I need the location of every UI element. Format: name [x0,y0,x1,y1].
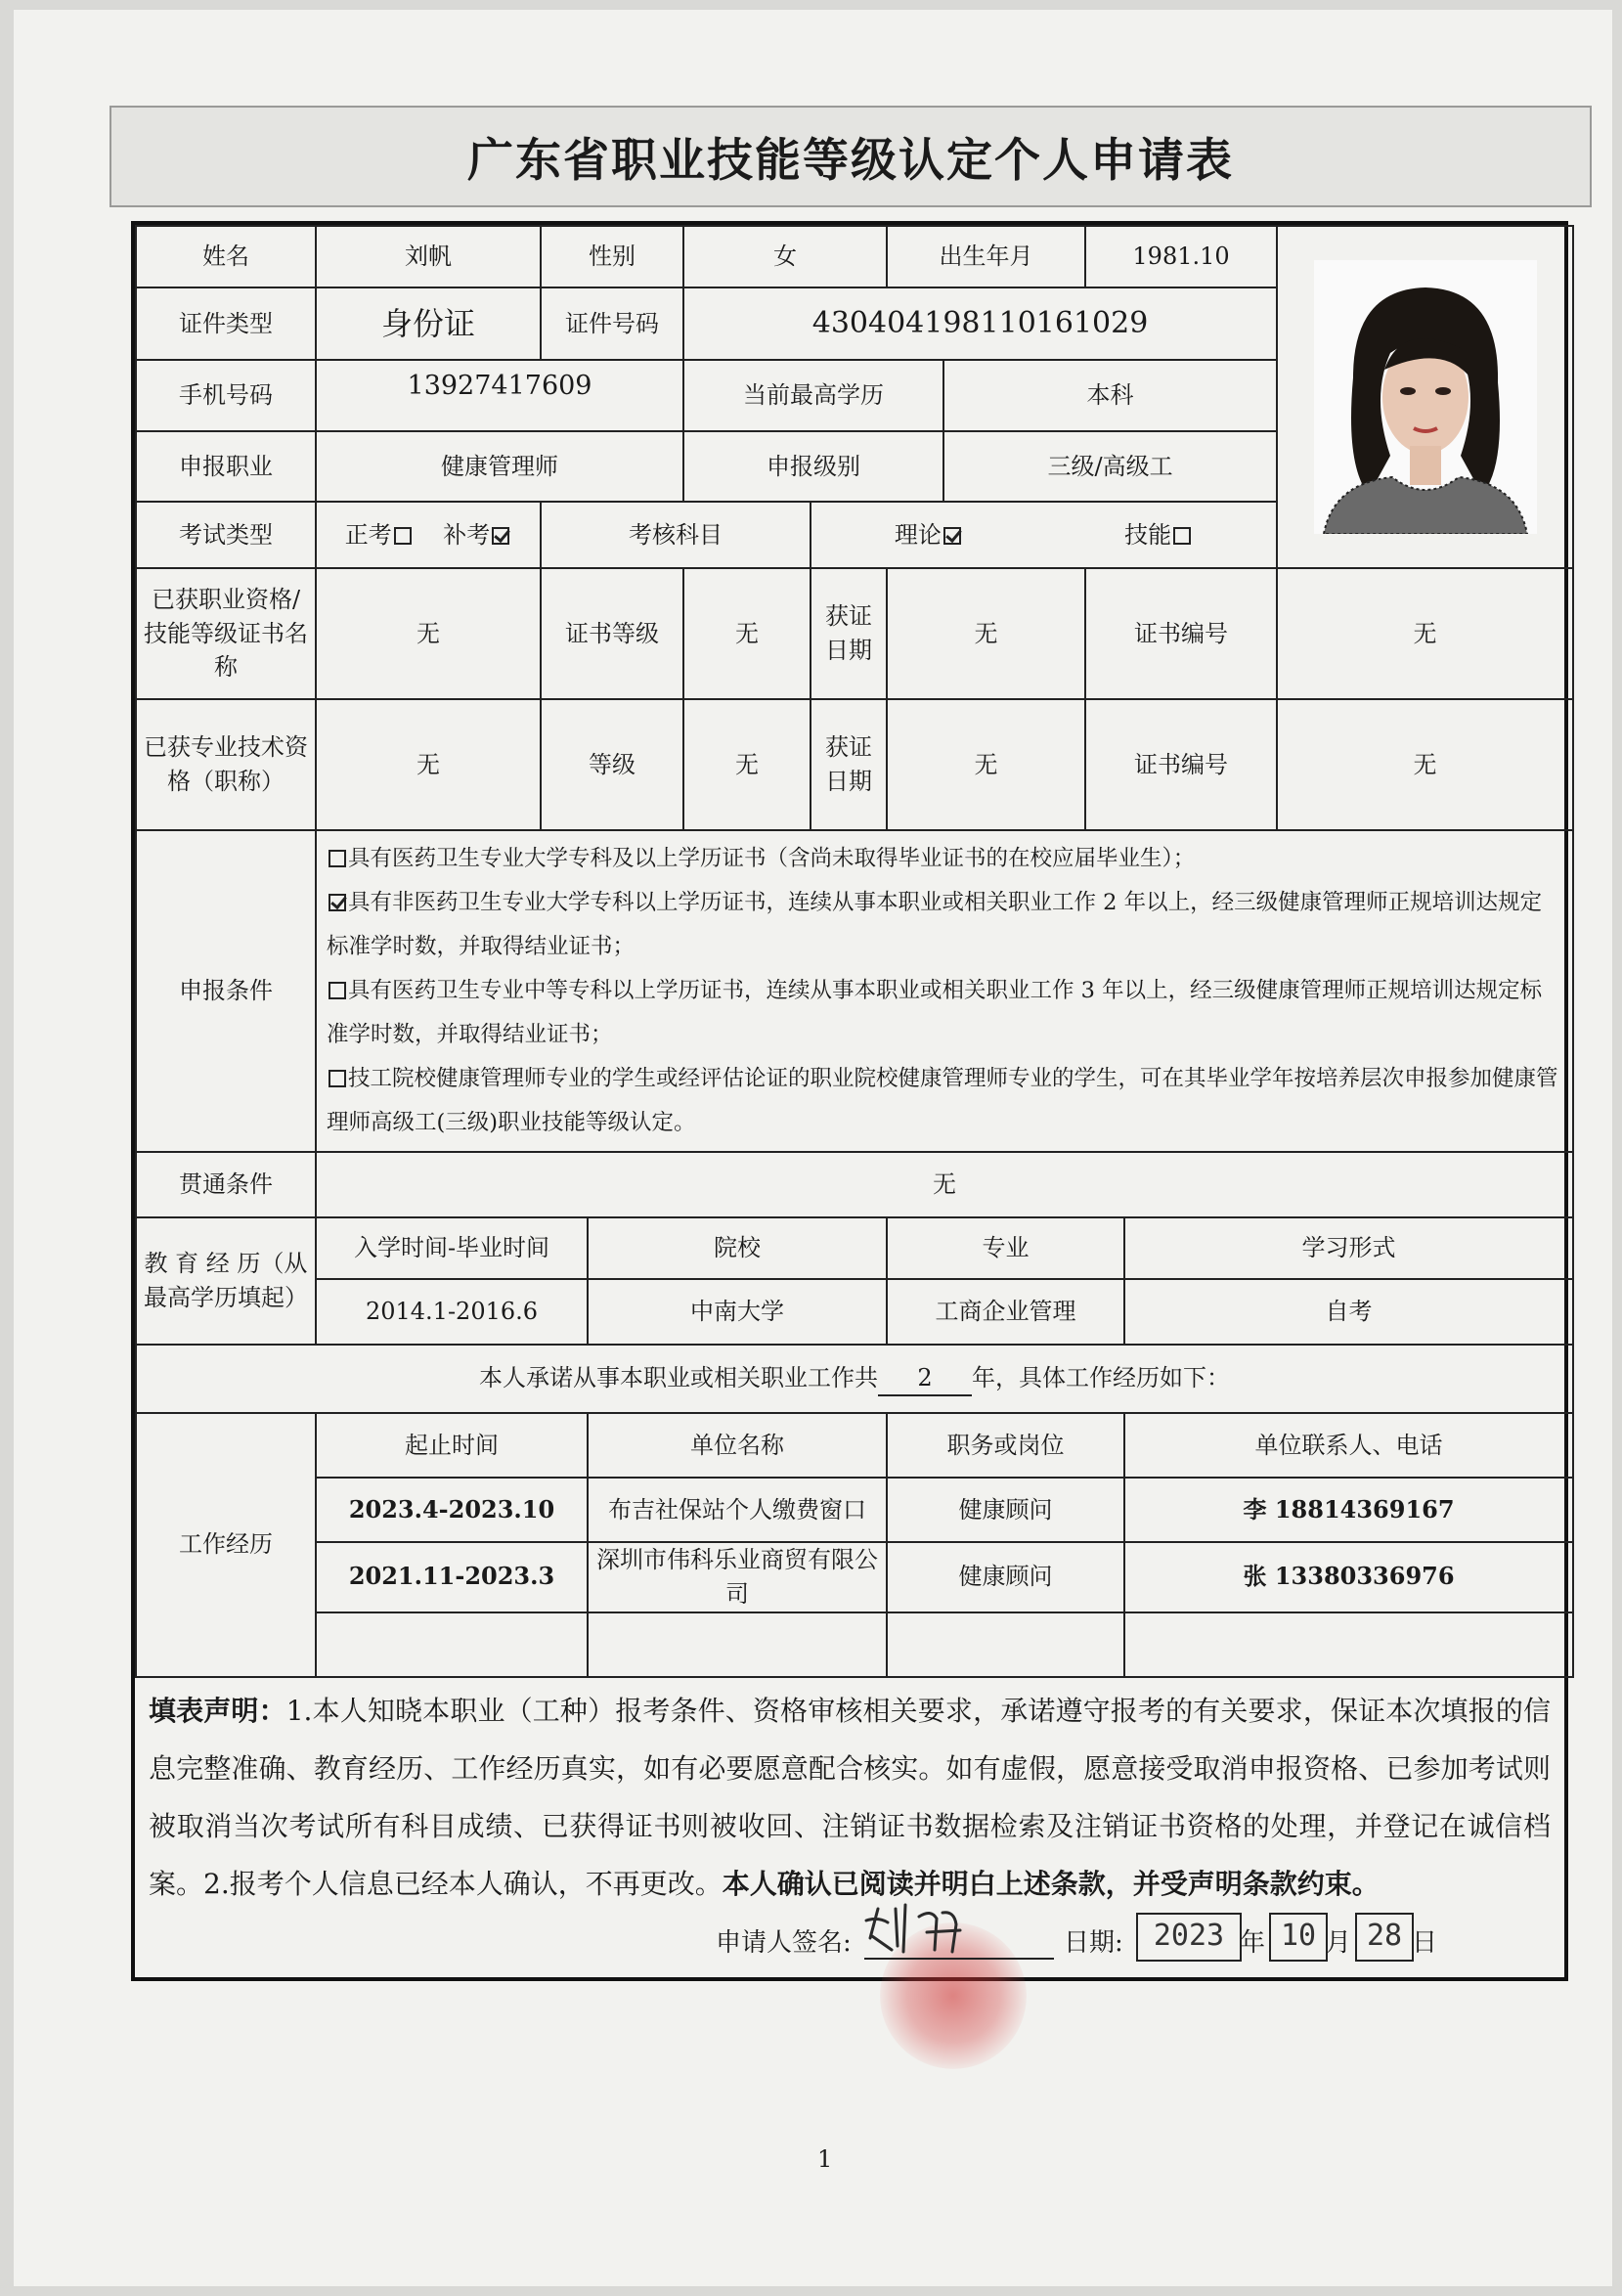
education-level-value: 本科 [943,360,1277,431]
id-type-label: 证件类型 [136,287,316,360]
work-company [588,1612,887,1677]
exam-subject-options [811,502,1277,568]
exam-type-label: 考试类型 [136,502,316,568]
commitment-years: 2 [878,1361,972,1397]
cert2-no: 无 [1277,699,1573,830]
checkbox-checked-icon[interactable] [492,527,509,545]
form-title: 广东省职业技能等级认定个人申请表 [467,133,1234,188]
level-label: 申报级别 [683,431,943,502]
cert2-label: 已获专业技术资格（职称） [136,699,316,830]
cert2-date-label: 获证日期 [811,699,887,830]
edu-header-school: 院校 [588,1217,887,1279]
cert1-date: 无 [887,568,1085,699]
work-commitment: 本人承诺从事本职业或相关职业工作共 2 年，具体工作经历如下： [136,1345,1573,1413]
job-value: 健康管理师 [316,431,683,502]
work-period: 2023.4-2023.10 [316,1478,588,1542]
subject-option-skill[interactable]: 技能 [1124,521,1193,549]
cert2-no-label: 证书编号 [1085,699,1277,830]
cert1-grade-label: 证书等级 [541,568,683,699]
phone-label: 手机号码 [136,360,316,431]
cert2-name: 无 [316,699,541,830]
cert1-name: 无 [316,568,541,699]
education-level-label: 当前最高学历 [683,360,943,431]
date-month[interactable]: 10 [1269,1913,1328,1962]
through-label: 贯通条件 [136,1152,316,1217]
name-label: 姓名 [136,226,316,287]
job-label: 申报职业 [136,431,316,502]
work-period: 2021.11-2023.3 [316,1542,588,1612]
condition-item[interactable]: 具有医药卫生专业大学专科及以上学历证书（含尚未取得毕业证书的在校应届毕业生）； [327,837,1562,881]
declaration-tail: 本人确认已阅读并明白上述条款，并受声明条款约束。 [722,1867,1380,1900]
work-label: 工作经历 [136,1413,316,1677]
edu-header-major: 专业 [887,1217,1124,1279]
through-value: 无 [316,1152,1573,1217]
condition-item[interactable]: 具有非医药卫生专业大学专科以上学历证书，连续从事本职业或相关职业工作 2 年以上，经三级健康管理师正规培训达规定标准学时数，并取得结业证书； [327,890,1543,959]
id-type-value: 身份证 [316,287,541,360]
signature-line [864,1958,1054,1960]
edu-period: 2014.1-2016.6 [316,1279,588,1345]
edu-header-period: 入学时间-毕业时间 [316,1217,588,1279]
work-period [316,1612,588,1677]
checkbox-unchecked-icon[interactable] [329,982,346,999]
handwritten-signature [858,1899,1054,1962]
work-header-position: 职务或岗位 [887,1413,1124,1478]
phone-value: 13927417609 [316,360,683,431]
conditions-label: 申报条件 [136,830,316,1152]
portrait-image [1314,260,1537,534]
work-position: 健康顾问 [887,1478,1124,1542]
education-label: 教 育 经 历（从最高学历填起） [136,1217,316,1345]
title-banner [110,106,1592,207]
condition-item[interactable]: 技工院校健康管理师专业的学生或经评估论证的职业院校健康管理师专业的学生，可在其毕业学年按培养层次申报参加健康管理师高级工(三级)职业技能等级认定。 [327,1066,1558,1135]
cert1-date-label: 获证日期 [811,568,887,699]
work-header-contact: 单位联系人、电话 [1124,1413,1573,1478]
signature-row [135,1905,1564,1977]
cert2-grade-label: 等级 [541,699,683,830]
edu-header-mode: 学习形式 [1124,1217,1573,1279]
checkbox-unchecked-icon[interactable] [329,850,346,867]
applicant-photo [1314,260,1537,534]
work-contact [1124,1612,1573,1677]
checkbox-checked-icon[interactable] [329,894,346,911]
cert1-no-label: 证书编号 [1085,568,1277,699]
work-company: 深圳市伟科乐业商贸有限公司 [588,1542,887,1612]
checkbox-checked-icon[interactable] [943,527,961,545]
birth-value: 1981.10 [1085,226,1277,287]
work-contact: 李 18814369167 [1124,1478,1573,1542]
id-no-value: 430404198110161029 [683,287,1277,360]
exam-option-makeup[interactable]: 补考 [443,521,511,549]
cert1-label: 已获职业资格/技能等级证书名称 [136,568,316,699]
conditions-list [316,830,1573,1152]
edu-mode: 自考 [1124,1279,1573,1345]
page-number: 1 [817,2145,833,2173]
year-unit: 年 [1240,1928,1266,1958]
work-header-period: 起止时间 [316,1413,588,1478]
edu-school: 中南大学 [588,1279,887,1345]
cert2-date: 无 [887,699,1085,830]
subject-option-theory[interactable]: 理论 [895,521,963,549]
checkbox-unchecked-icon[interactable] [329,1070,346,1087]
declaration-lead: 填表声明： [149,1694,286,1727]
exam-subject-label: 考核科目 [541,502,811,568]
cert1-grade: 无 [683,568,811,699]
exam-type-options [316,502,541,568]
date-label: 日期: [1064,1928,1123,1958]
gender-label: 性别 [541,226,683,287]
signature-label: 申请人签名: [716,1928,852,1958]
exam-option-regular[interactable]: 正考 [345,521,414,549]
month-unit: 月 [1326,1928,1352,1958]
photo-cell [1277,226,1573,568]
form-table [135,225,1574,1678]
declaration-body: 1.本人知晓本职业（工种）报考条件、资格审核相关要求，承诺遵守报考的有关要求，保证本次填报的信息完整准确、教育经历、工作经历真实，如有必要愿意配合核实。如有虚假，愿意接受取消申报资格、已参加考试则被取消当次考试所有科目成绩、已获得证书则被收回、注销证书数据检索及注销证书资格的处理，并登记在诚信档案。2.报考个人信息已经本人确认，不再更改。 [149,1694,1551,1900]
day-unit: 日 [1412,1928,1438,1958]
cert2-grade: 无 [683,699,811,830]
work-contact: 张 13380336976 [1124,1542,1573,1612]
condition-item[interactable]: 具有医药卫生专业中等专科以上学历证书，连续从事本职业或相关职业工作 3 年以上，经三级健康管理师正规培训达规定标准学时数，并取得结业证书； [327,978,1543,1047]
work-position: 健康顾问 [887,1542,1124,1612]
checkbox-unchecked-icon[interactable] [394,527,412,545]
edu-major: 工商企业管理 [887,1279,1124,1345]
work-company: 布吉社保站个人缴费窗口 [588,1478,887,1542]
id-no-label: 证件号码 [541,287,683,360]
name-value: 刘帆 [316,226,541,287]
gender-value: 女 [683,226,887,287]
date-year[interactable]: 2023 [1136,1913,1242,1962]
application-form [131,221,1568,1981]
birth-label: 出生年月 [887,226,1085,287]
date-day[interactable]: 28 [1355,1913,1414,1962]
checkbox-unchecked-icon[interactable] [1173,527,1191,545]
cert1-no: 无 [1277,568,1573,699]
level-value: 三级/高级工 [943,431,1277,502]
work-position [887,1612,1124,1677]
document-page [14,10,1612,2286]
work-header-company: 单位名称 [588,1413,887,1478]
